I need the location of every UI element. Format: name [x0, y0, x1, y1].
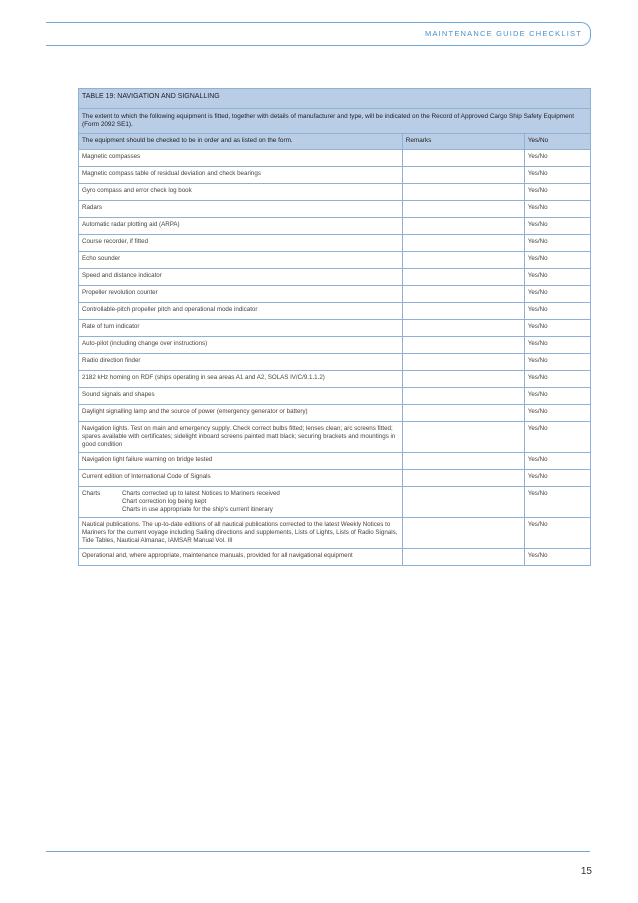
- checklist-item: Magnetic compass table of residual deviation and check bearings: [79, 167, 403, 184]
- table-row: [79, 518, 591, 549]
- table-row: [79, 184, 591, 201]
- checklist-table: [78, 88, 591, 566]
- table-title: TABLE 19: NAVIGATION AND SIGNALLING: [79, 89, 591, 109]
- column-header-item: The equipment should be checked to be in order and as listed on the form.: [79, 134, 403, 150]
- checklist-item: Rate of turn indicator: [79, 320, 403, 337]
- yes-no-cell[interactable]: Yes/No: [524, 269, 590, 286]
- column-header-yesno: Yes/No: [524, 134, 590, 150]
- yes-no-cell[interactable]: Yes/No: [524, 470, 590, 487]
- table-row: [79, 422, 591, 453]
- table-row: [79, 453, 591, 470]
- charts-sublist: [122, 490, 280, 514]
- charts-item: [79, 487, 403, 518]
- footer-rule: [46, 851, 590, 852]
- header-banner: [46, 22, 591, 46]
- yes-no-cell[interactable]: Yes/No: [524, 405, 590, 422]
- table-row: [79, 235, 591, 252]
- remarks-cell[interactable]: [402, 218, 524, 235]
- remarks-cell[interactable]: [402, 470, 524, 487]
- table-row: [79, 549, 591, 566]
- yes-no-cell[interactable]: Yes/No: [524, 303, 590, 320]
- charts-label: Charts: [82, 490, 101, 497]
- checklist-item: Speed and distance indicator: [79, 269, 403, 286]
- yes-no-cell[interactable]: Yes/No: [524, 218, 590, 235]
- checklist-item: Current edition of International Code of Signals: [79, 470, 403, 487]
- table-row: [79, 470, 591, 487]
- table-title-row: [79, 89, 591, 109]
- remarks-cell[interactable]: [402, 518, 524, 549]
- remarks-cell[interactable]: [402, 286, 524, 303]
- checklist-item: Operational and, where appropriate, maintenance manuals, provided for all navigational equipment: [79, 549, 403, 566]
- remarks-cell[interactable]: [402, 549, 524, 566]
- checklist-item: Radars: [79, 201, 403, 218]
- yes-no-cell[interactable]: Yes/No: [524, 201, 590, 218]
- remarks-cell[interactable]: [402, 320, 524, 337]
- table-row: [79, 201, 591, 218]
- checklist-item: Radio direction finder: [79, 354, 403, 371]
- table-row: [79, 337, 591, 354]
- checklist-item: Course recorder, if fitted: [79, 235, 403, 252]
- checklist-item: Nautical publications. The up-to-date editions of all nautical publications corrected to the latest Weekly Notices to Mariners for the current voyage including Sailing directions and supplements, Lists of Lights, Lists of Radio Signals, Tide Tables, Nautical Almanac, IAMSAR Manual Vol. III: [79, 518, 403, 549]
- yes-no-cell[interactable]: Yes/No: [524, 337, 590, 354]
- checklist-item: Automatic radar plotting aid (ARPA): [79, 218, 403, 235]
- remarks-cell[interactable]: [402, 371, 524, 388]
- remarks-cell[interactable]: [402, 405, 524, 422]
- yes-no-cell[interactable]: Yes/No: [524, 354, 590, 371]
- table-row: [79, 269, 591, 286]
- remarks-cell[interactable]: [402, 303, 524, 320]
- remarks-cell[interactable]: [402, 167, 524, 184]
- checklist-item: Magnetic compasses: [79, 150, 403, 167]
- table-intro-row: [79, 109, 591, 134]
- checklist-item: Gyro compass and error check log book: [79, 184, 403, 201]
- yes-no-cell[interactable]: Yes/No: [524, 453, 590, 470]
- yes-no-cell[interactable]: Yes/No: [524, 252, 590, 269]
- yes-no-cell[interactable]: Yes/No: [524, 184, 590, 201]
- charts-subitem: Charts corrected up to latest Notices to Mariners received: [122, 490, 280, 497]
- yes-no-cell[interactable]: Yes/No: [524, 388, 590, 405]
- table-row: [79, 371, 591, 388]
- yes-no-cell[interactable]: Yes/No: [524, 320, 590, 337]
- checklist-item: Controllable-pitch propeller pitch and operational mode indicator: [79, 303, 403, 320]
- page-number: 15: [580, 866, 592, 877]
- table-header-row: [79, 134, 591, 150]
- yes-no-cell[interactable]: Yes/No: [524, 150, 590, 167]
- yes-no-cell[interactable]: Yes/No: [524, 549, 590, 566]
- checklist-item: Auto-pilot (including change over instructions): [79, 337, 403, 354]
- table-row: [79, 218, 591, 235]
- checklist-item: Propeller revolution counter: [79, 286, 403, 303]
- remarks-cell[interactable]: [402, 269, 524, 286]
- remarks-cell[interactable]: [402, 354, 524, 371]
- yes-no-cell[interactable]: Yes/No: [524, 371, 590, 388]
- column-header-remarks: Remarks: [402, 134, 524, 150]
- yes-no-cell[interactable]: Yes/No: [524, 286, 590, 303]
- table-row: [79, 405, 591, 422]
- checklist-item: Navigation lights. Test on main and emergency supply. Check correct bulbs fitted; lenses clean; arc screens fitted; spares available with certificates; sidelight inboard screens painted matt black; securing brackets and mountings in good condition: [79, 422, 403, 453]
- remarks-cell[interactable]: [402, 150, 524, 167]
- remarks-cell[interactable]: [402, 201, 524, 218]
- checklist-item: Sound signals and shapes: [79, 388, 403, 405]
- table-row: [79, 167, 591, 184]
- checklist-item: Echo sounder: [79, 252, 403, 269]
- table-row: [79, 320, 591, 337]
- charts-item-content: [82, 490, 399, 514]
- yes-no-cell[interactable]: Yes/No: [524, 167, 590, 184]
- yes-no-cell[interactable]: Yes/No: [524, 422, 590, 453]
- charts-subitem: Charts in use appropriate for the ship's current itinerary: [122, 506, 273, 513]
- table-row: [79, 303, 591, 320]
- remarks-cell[interactable]: [402, 422, 524, 453]
- table-row: [79, 252, 591, 269]
- checklist-item: 2182 kHz homing on RDF (ships operating in sea areas A1 and A2, SOLAS IV/C/9.1.1.2): [79, 371, 403, 388]
- checklist-item: Daylight signalling lamp and the source of power (emergency generator or battery): [79, 405, 403, 422]
- page-header-title: MAINTENANCE GUIDE CHECKLIST: [425, 29, 582, 38]
- yes-no-cell[interactable]: Yes/No: [524, 518, 590, 549]
- remarks-cell[interactable]: [402, 337, 524, 354]
- remarks-cell[interactable]: [402, 184, 524, 201]
- table-intro: The extent to which the following equipment is fitted, together with details of manufacturer and type, will be indicated on the Record of Approved Cargo Ship Safety Equipment (Form 2092 SE1).: [79, 109, 591, 134]
- charts-subitem: Chart correction log being kept: [122, 498, 207, 505]
- remarks-cell[interactable]: [402, 235, 524, 252]
- checklist-item: Navigation light failure warning on bridge tested: [79, 453, 403, 470]
- yes-no-cell[interactable]: Yes/No: [524, 487, 590, 518]
- table-row: [79, 388, 591, 405]
- remarks-cell[interactable]: [402, 388, 524, 405]
- table-row: [79, 150, 591, 167]
- table-row-charts: [79, 487, 591, 518]
- yes-no-cell[interactable]: Yes/No: [524, 235, 590, 252]
- remarks-cell[interactable]: [402, 487, 524, 518]
- table-row: [79, 286, 591, 303]
- table-row: [79, 354, 591, 371]
- remarks-cell[interactable]: [402, 252, 524, 269]
- remarks-cell[interactable]: [402, 453, 524, 470]
